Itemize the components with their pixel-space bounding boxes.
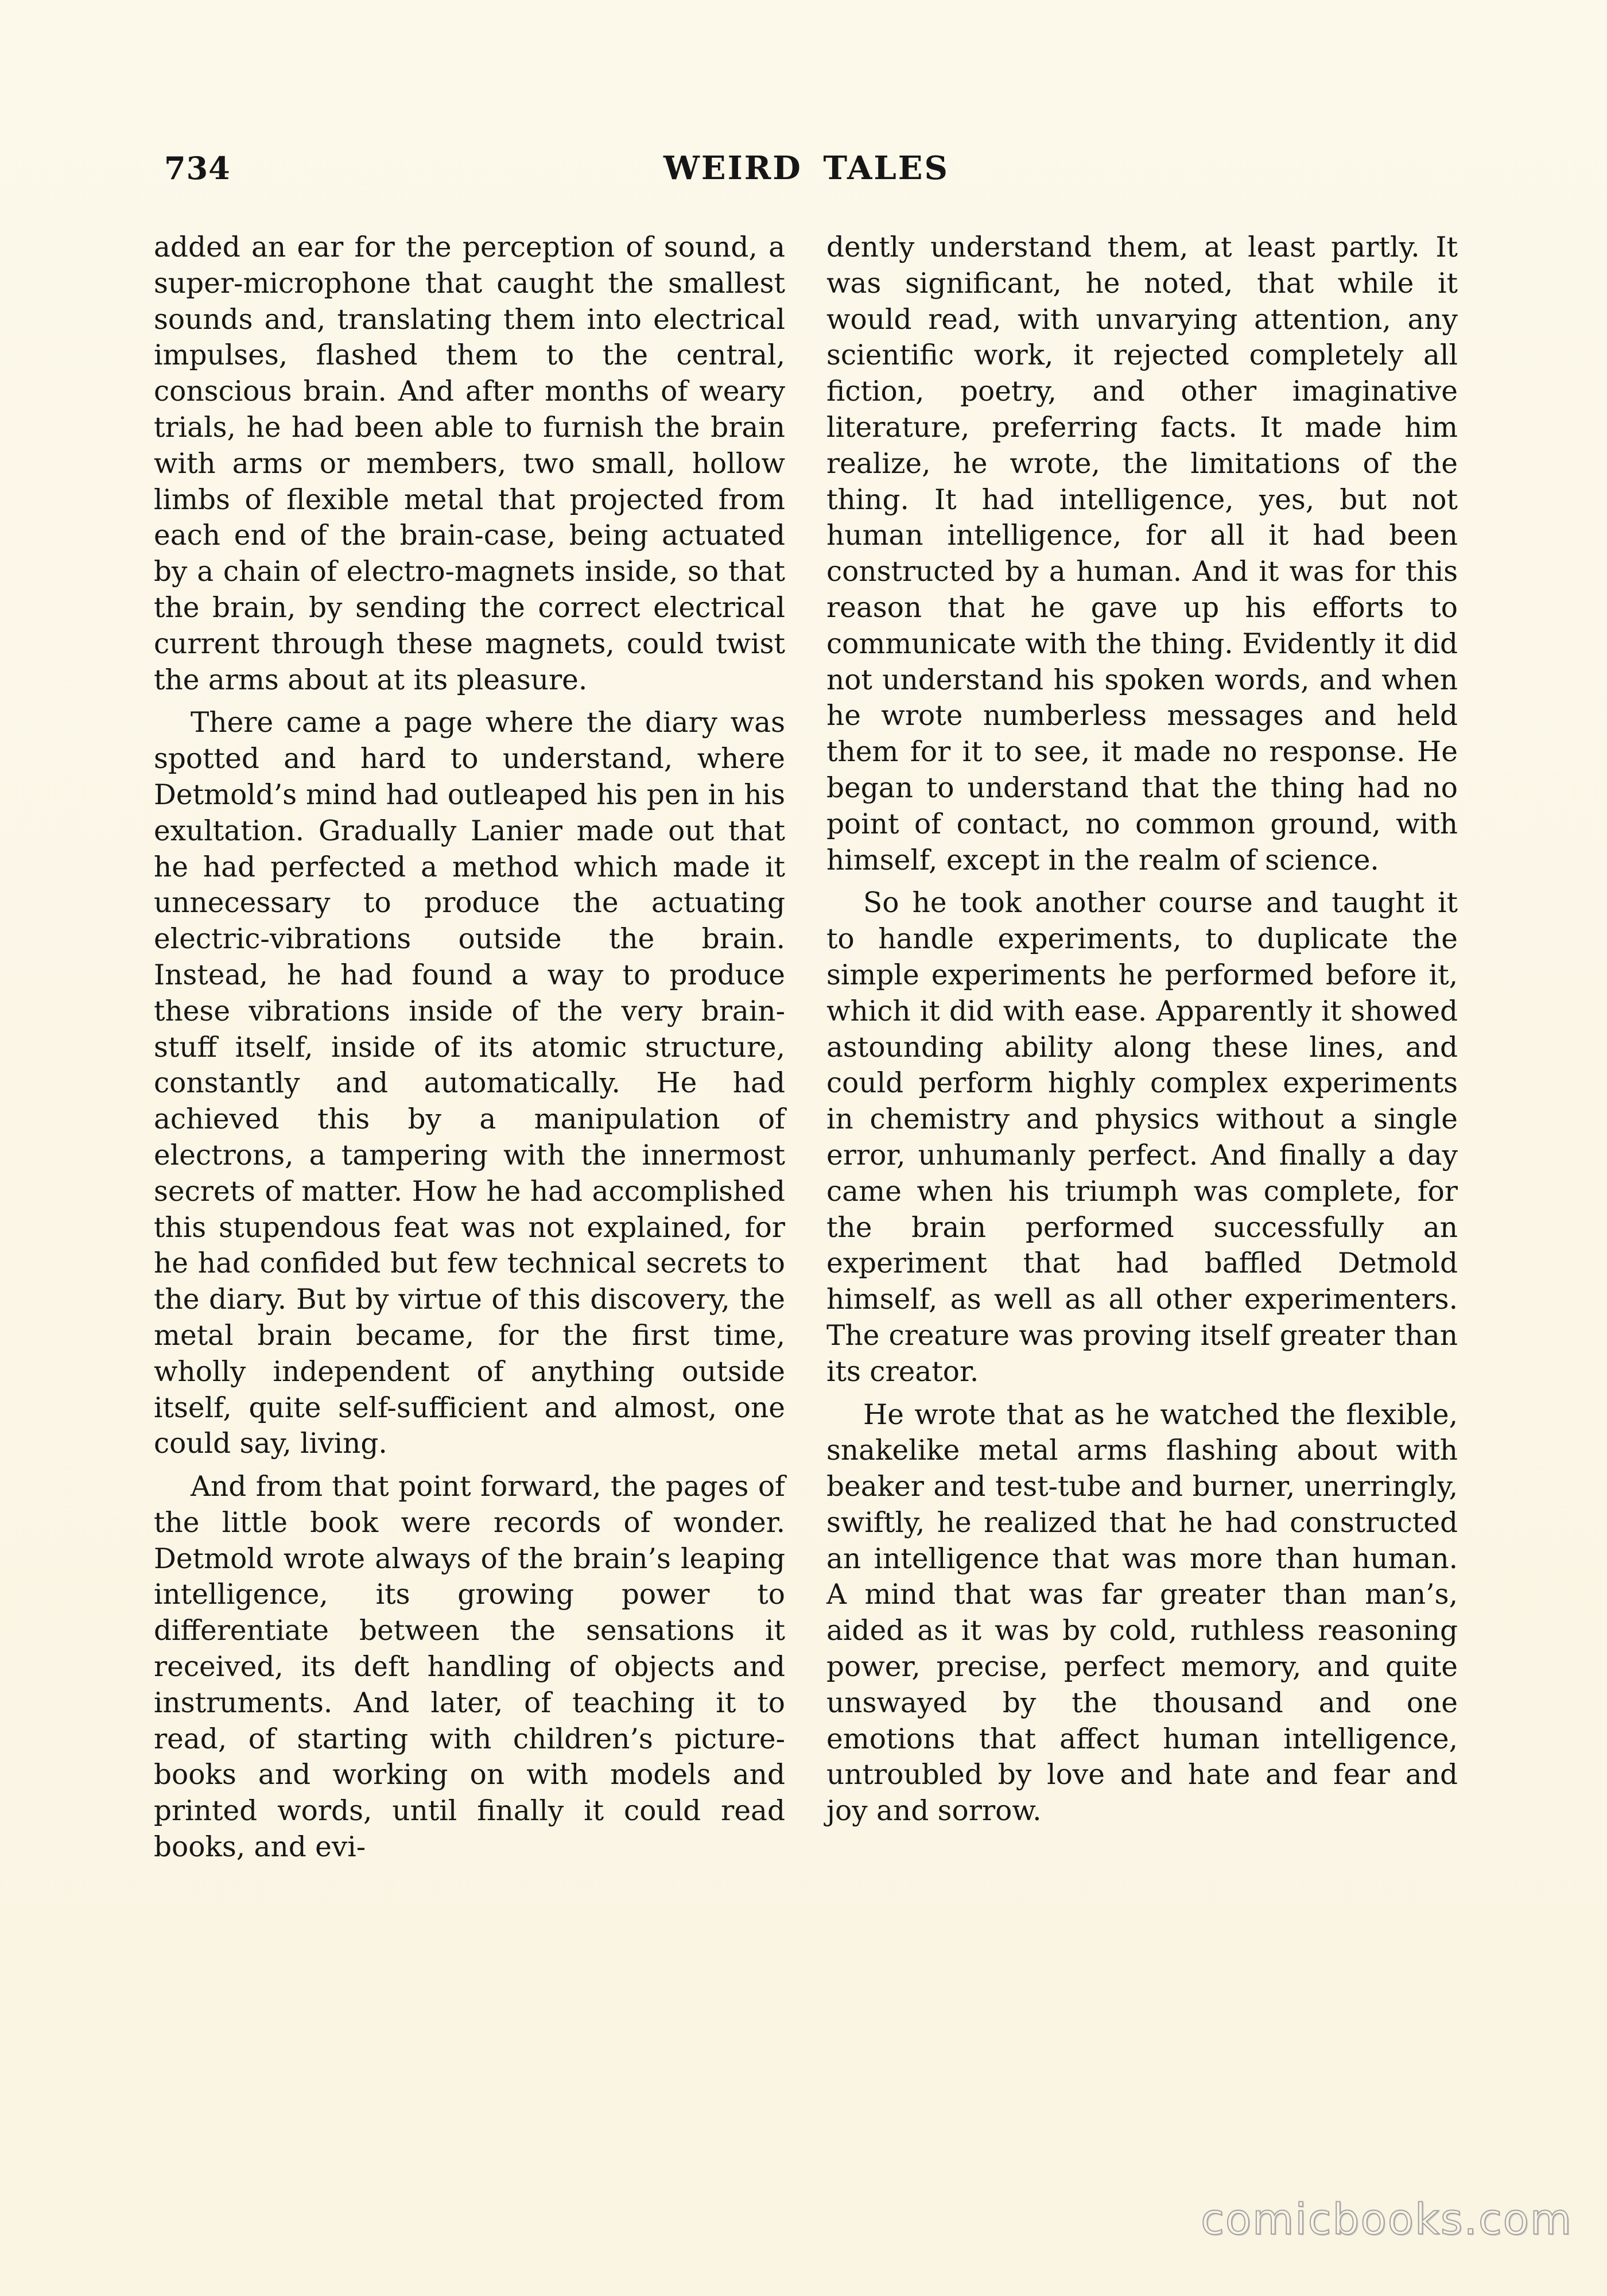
paragraph-left-3: And from that point forward, the pages of the little book were records of wonder. Detmold wrote always of the brain’s leaping intelligence, its growing power to differentiate between the sensations it received, its deft handling of objects and instruments. And later, of teaching it to read, of starting with children’s picture-books and working on with models and printed words, until finally it could read books, and evi- — [154, 1471, 785, 1864]
watermark: comicbooks.com — [1201, 2195, 1573, 2244]
paragraph-left-2: There came a page where the diary was spotted and hard to understand, where Detmold’s mind had outleaped his pen in his exultation. Gradually Lanier made out that he had perfected a method which made it unnecessary to produce the actuating electric-vibrations outside the brain. Instead, he had found a way to produce these vibrations inside of the very brain-stuff itself, inside of its atomic structure, constantly and automatically. He had achieved this by a manipulation of electrons, a tampering with the innermost secrets of matter. How he had accomplished this stupendous feat was not explained, for he had confided but few technical secrets to the diary. But by virtue of this discovery, the metal brain became, for the first time, wholly independent of anything outside itself, quite self-sufficient and almost, one could say, living. — [154, 707, 785, 1460]
page-header — [164, 148, 1461, 188]
paragraph-right-1: dently understand them, at least partly. It was significant, he noted, that while it would read, with unvarying attention, any scientific work, it rejected completely all fiction, poetry, and other imaginative literature, preferring facts. It made him realize, he wrote, the limitations of the thing. It had intelligence, yes, but not human intelligence, for all it had been constructed by a human. And it was for this reason that he gave up his efforts to communicate with the thing. Evidently it did not understand his spoken words, and when he wrote numberless messages and held them for it to see, it made no response. He began to understand that the thing had no point of contact, no common ground, with himself, except in the realm of science. — [826, 231, 1458, 876]
paragraph-right-2: So he took another course and taught it to handle experiments, to duplicate the simple experiments he performed before it, which it did with ease. Apparently it showed astounding ability along these lines, and could perform highly complex experiments in chemistry and physics without a single error, unhumanly perfect. And finally a day came when his triumph was complete, for the brain performed successfully an experiment that had baffled Detmold himself, as well as all other experimenters. The creature was proving itself greater than its creator. — [826, 887, 1458, 1388]
right-column — [826, 230, 1458, 1836]
running-head: WEIRD TALES — [663, 149, 949, 187]
page-number: 734 — [164, 150, 231, 187]
paragraph-right-3: He wrote that as he watched the flexible, snakelike metal arms flashing about with beaker and test-tube and burner, unerringly, swiftly, he realized that he had constructed an intelligence that was more than human. A mind that was far greater than man’s, aided as it was by cold, ruthless reasoning power, precise, perfect memory, and quite unswayed by the thousand and one emotions that affect human intelligence, untroubled by love and hate and fear and joy and sorrow. — [826, 1398, 1458, 1828]
left-column — [154, 230, 785, 1872]
paragraph-left-1: added an ear for the perception of sound, a super-microphone that caught the smallest sounds and, translating them into electrical impulses, flashed them to the central, conscious brain. And after months of weary trials, he had been able to furnish the brain with arms or members, two small, hollow limbs of flexible metal that projected from each end of the brain-case, being actuated by a chain of electro-magnets inside, so that the brain, by sending the correct electrical current through these magnets, could twist the arms about at its pleasure. — [154, 231, 785, 696]
